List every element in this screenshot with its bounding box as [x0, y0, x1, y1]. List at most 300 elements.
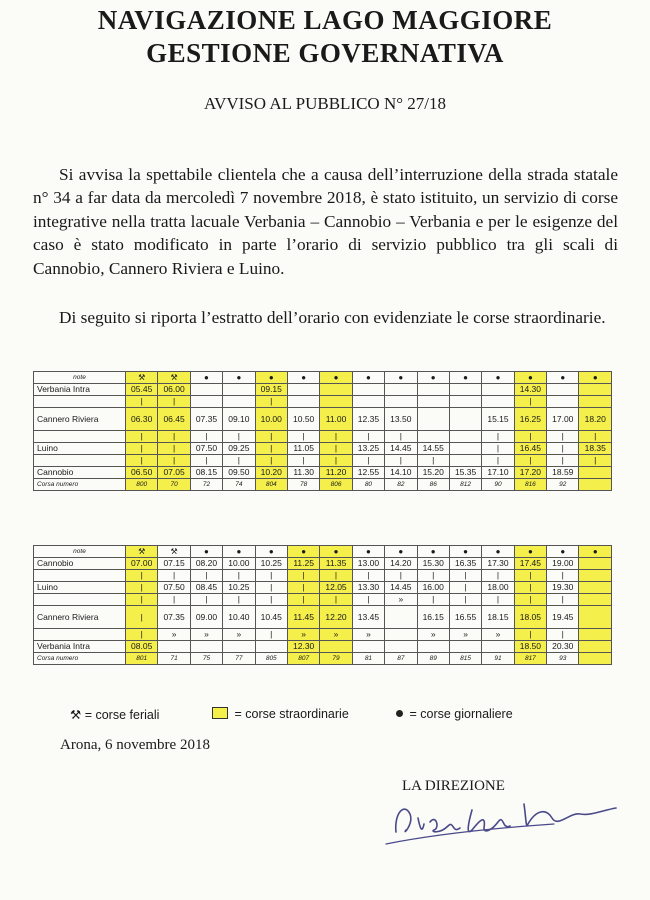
- timetable2-cell: |: [255, 582, 287, 594]
- timetable1-cell: ●: [255, 372, 287, 384]
- timetable2-cell: |: [320, 570, 352, 582]
- timetable1-cell: ●: [449, 372, 481, 384]
- timetable2-cell: [385, 641, 417, 653]
- timetable2-cell: 79: [320, 653, 352, 665]
- timetable1-cell: [223, 396, 255, 408]
- timetable2-cell: 07.35: [158, 606, 190, 629]
- timetable2-row-label: Luino: [34, 582, 126, 594]
- timetable1-cell: [417, 396, 449, 408]
- timetable1-row-label: [34, 455, 126, 467]
- timetable1-cell: 82: [385, 479, 417, 491]
- timetable2-cell: 19.45: [547, 606, 579, 629]
- signatory: LA DIREZIONE: [402, 778, 505, 794]
- timetable1-cell: 70: [158, 479, 190, 491]
- timetable2-cell: 16.00: [417, 582, 449, 594]
- timetable1-cell: ●: [320, 372, 352, 384]
- timetable2-row: [34, 641, 612, 653]
- yellow-swatch-icon: [212, 707, 228, 719]
- timetable1-row: [34, 479, 612, 491]
- timetable2-cell: [385, 606, 417, 629]
- timetable1-row: [34, 431, 612, 443]
- timetable1-cell: 09.10: [223, 408, 255, 431]
- timetable1-cell: |: [255, 396, 287, 408]
- timetable1-cell: 10.20: [255, 467, 287, 479]
- timetable1-row-label: Luino: [34, 443, 126, 455]
- timetable1-cell: |: [352, 455, 384, 467]
- timetable1-cell: 08.15: [190, 467, 222, 479]
- timetable2-cell: |: [223, 594, 255, 606]
- timetable2-cell: 08.05: [126, 641, 158, 653]
- timetable2-cell: 08.45: [190, 582, 222, 594]
- timetable-cannobio-verbania: [33, 545, 612, 665]
- timetable1-cell: 80: [352, 479, 384, 491]
- timetable2-cell: |: [126, 570, 158, 582]
- timetable1-cell: 11.00: [320, 408, 352, 431]
- timetable1-cell: 74: [223, 479, 255, 491]
- title-line-1: NAVIGAZIONE LAGO MAGGIORE: [97, 5, 553, 35]
- timetable1-row-label: Verbania Intra: [34, 384, 126, 396]
- timetable2-cell: 13.30: [352, 582, 384, 594]
- timetable2-cell: |: [190, 594, 222, 606]
- timetable1-cell: [385, 396, 417, 408]
- timetable2-cell: |: [547, 570, 579, 582]
- timetable2-cell: 12.20: [320, 606, 352, 629]
- timetable1-cell: |: [126, 455, 158, 467]
- timetable2-cell: ●: [255, 546, 287, 558]
- timetable1-cell: |: [352, 431, 384, 443]
- timetable1-cell: [287, 396, 319, 408]
- timetable2-cell: »: [417, 629, 449, 641]
- timetable2-cell: [579, 606, 612, 629]
- timetable1-cell: 14.45: [385, 443, 417, 455]
- timetable1-cell: 72: [190, 479, 222, 491]
- timetable2-cell: 11.45: [287, 606, 319, 629]
- timetable1-cell: [287, 384, 319, 396]
- timetable2-cell: |: [320, 594, 352, 606]
- timetable1-cell: |: [190, 431, 222, 443]
- timetable2-cell: ●: [417, 546, 449, 558]
- legend-feriali-label: = corse feriali: [84, 708, 160, 722]
- timetable1-cell: 15.20: [417, 467, 449, 479]
- timetable2-cell: 14.45: [385, 582, 417, 594]
- timetable2-cell: 08.20: [190, 558, 222, 570]
- timetable1-cell: ●: [514, 372, 546, 384]
- timetable2-row-label: Corsa numero: [34, 653, 126, 665]
- timetable1-cell: 78: [287, 479, 319, 491]
- timetable2-cell: |: [190, 570, 222, 582]
- timetable2-cell: 18.05: [514, 606, 546, 629]
- timetable1-cell: |: [385, 455, 417, 467]
- timetable2-cell: 16.35: [449, 558, 481, 570]
- timetable2-cell: 11.25: [287, 558, 319, 570]
- timetable1-cell: |: [514, 396, 546, 408]
- timetable2-cell: 20.30: [547, 641, 579, 653]
- timetable1-cell: [385, 384, 417, 396]
- timetable1-row: [34, 372, 612, 384]
- timetable1-cell: |: [547, 455, 579, 467]
- timetable2-cell: |: [514, 582, 546, 594]
- timetable2-cell: |: [547, 594, 579, 606]
- timetable2-cell: |: [158, 570, 190, 582]
- timetable1-cell: 12.35: [352, 408, 384, 431]
- timetable2-cell: |: [126, 582, 158, 594]
- timetable2-cell: |: [352, 594, 384, 606]
- timetable1-cell: [547, 396, 579, 408]
- timetable1-cell: 15.35: [449, 467, 481, 479]
- timetable2-cell: 10.25: [255, 558, 287, 570]
- timetable1-cell: 812: [449, 479, 481, 491]
- timetable2-cell: |: [158, 594, 190, 606]
- timetable2-cell: 10.25: [223, 582, 255, 594]
- timetable1-cell: |: [158, 455, 190, 467]
- timetable1-cell: 15.15: [482, 408, 514, 431]
- timetable1-cell: [449, 384, 481, 396]
- legend-giornaliere: [396, 707, 513, 721]
- timetable1-row-label: Cannero Riviera: [34, 408, 126, 431]
- timetable1-cell: [223, 384, 255, 396]
- timetable2-cell: 13.45: [352, 606, 384, 629]
- timetable2-cell: 12.30: [287, 641, 319, 653]
- timetable2-cell: |: [482, 594, 514, 606]
- timetable1-cell: [449, 408, 481, 431]
- timetable1-cell: [449, 455, 481, 467]
- timetable1-cell: 16.45: [514, 443, 546, 455]
- timetable2-row-label: [34, 629, 126, 641]
- timetable2-cell: 07.00: [126, 558, 158, 570]
- timetable2-cell: 07.50: [158, 582, 190, 594]
- timetable2-cell: ●: [449, 546, 481, 558]
- timetable1-cell: |: [482, 455, 514, 467]
- timetable1-cell: 06.30: [126, 408, 158, 431]
- timetable1-cell: 13.25: [352, 443, 384, 455]
- timetable2-cell: [190, 641, 222, 653]
- timetable1-cell: |: [579, 431, 612, 443]
- timetable2-cell: |: [449, 594, 481, 606]
- timetable1-cell: 14.10: [385, 467, 417, 479]
- timetable1-cell: |: [126, 443, 158, 455]
- timetable1-cell: 09.25: [223, 443, 255, 455]
- timetable1-cell: |: [547, 443, 579, 455]
- timetable1-cell: |: [190, 455, 222, 467]
- timetable2-cell: 71: [158, 653, 190, 665]
- timetable1-cell: |: [158, 443, 190, 455]
- timetable2-row: [34, 582, 612, 594]
- timetable2-cell: [579, 558, 612, 570]
- timetable2-cell: »: [482, 629, 514, 641]
- timetable2-cell: 91: [482, 653, 514, 665]
- timetable1-cell: |: [514, 431, 546, 443]
- timetable2-cell: |: [352, 570, 384, 582]
- timetable2-row: [34, 653, 612, 665]
- timetable2-cell: 19.00: [547, 558, 579, 570]
- timetable2-cell: [385, 629, 417, 641]
- timetable1-cell: 14.30: [514, 384, 546, 396]
- timetable2-cell: »: [190, 629, 222, 641]
- timetable2-cell: |: [514, 594, 546, 606]
- timetable2-cell: »: [352, 629, 384, 641]
- timetable2-cell: [482, 641, 514, 653]
- paragraph-extract: Di seguito si riporta l’estratto dell’orario con evidenziate le corse straordinarie.: [59, 308, 606, 327]
- timetable2-row: [34, 558, 612, 570]
- timetable1-cell: 18.59: [547, 467, 579, 479]
- timetable2-cell: »: [449, 629, 481, 641]
- timetable2-cell: |: [514, 629, 546, 641]
- timetable2-cell: |: [417, 570, 449, 582]
- timetable1-cell: 06.00: [158, 384, 190, 396]
- timetable1-cell: |: [417, 455, 449, 467]
- timetable1-cell: |: [223, 455, 255, 467]
- legend-straordinarie: [212, 707, 349, 721]
- timetable1-cell: |: [158, 396, 190, 408]
- timetable2-cell: [579, 629, 612, 641]
- legend-feriali: [70, 707, 159, 722]
- bullet-icon: [396, 710, 403, 717]
- paragraph-intro: Si avvisa la spettabile clientela che a causa dell’interruzione della strada statale n° 34 a far data da mercoledì 7 novembre 2018, è stato istituito, un servizio di corse integrative nella tratta lacuale Verbania – Cannobio – Verbania e per le esigenze del caso è stato modificato in parte l’orario di servizio pubblico tra gli scali di Cannobio, Cannero Riviera e Luino.: [33, 165, 618, 278]
- timetable1-cell: 92: [547, 479, 579, 491]
- timetable2-cell: 10.00: [223, 558, 255, 570]
- timetable1-cell: ●: [223, 372, 255, 384]
- timetable2-cell: 805: [255, 653, 287, 665]
- timetable2-row-label: Cannobio: [34, 558, 126, 570]
- timetable2-row: [34, 594, 612, 606]
- timetable1-cell: [579, 467, 612, 479]
- timetable1-cell: 10.00: [255, 408, 287, 431]
- timetable2-cell: 16.15: [417, 606, 449, 629]
- timetable1-cell: [190, 396, 222, 408]
- timetable1-cell: |: [223, 431, 255, 443]
- timetable1-cell: |: [320, 431, 352, 443]
- timetable1-row-label: [34, 396, 126, 408]
- timetable2-row: [34, 570, 612, 582]
- timetable2-cell: 15.30: [417, 558, 449, 570]
- timetable1-row: [34, 384, 612, 396]
- timetable2-row-label: note: [34, 546, 126, 558]
- timetable2-cell: |: [255, 594, 287, 606]
- timetable2-cell: 18.00: [482, 582, 514, 594]
- timetable2-cell: [579, 653, 612, 665]
- timetable1-cell: 17.20: [514, 467, 546, 479]
- timetable1-cell: ●: [417, 372, 449, 384]
- timetable2-cell: 19.30: [547, 582, 579, 594]
- timetable2-cell: |: [126, 629, 158, 641]
- timetable1-cell: [449, 443, 481, 455]
- timetable1-cell: [190, 384, 222, 396]
- hammers-icon: ⚒: [70, 708, 82, 722]
- timetable1-cell: ⚒: [126, 372, 158, 384]
- timetable1-cell: 800: [126, 479, 158, 491]
- timetable2-cell: |: [126, 606, 158, 629]
- timetable2-cell: ⚒: [158, 546, 190, 558]
- notice-number: AVVISO AL PUBBLICO N° 27/18: [204, 94, 446, 113]
- timetable2-cell: |: [514, 570, 546, 582]
- timetable2-row-label: Verbania Intra: [34, 641, 126, 653]
- legend-giornaliere-label: = corse giornaliere: [409, 707, 513, 721]
- timetable1-cell: [352, 384, 384, 396]
- timetable2-cell: |: [385, 570, 417, 582]
- timetable1-cell: ●: [190, 372, 222, 384]
- timetable2-cell: 93: [547, 653, 579, 665]
- timetable1-cell: 18.20: [579, 408, 612, 431]
- timetable2-cell: [320, 641, 352, 653]
- timetable2-cell: »: [385, 594, 417, 606]
- timetable2-cell: [255, 641, 287, 653]
- timetable1-cell: |: [158, 431, 190, 443]
- timetable1-cell: 17.00: [547, 408, 579, 431]
- timetable1-cell: 11.30: [287, 467, 319, 479]
- timetable1-cell: 11.20: [320, 467, 352, 479]
- timetable1-cell: [547, 384, 579, 396]
- timetable2-cell: 17.45: [514, 558, 546, 570]
- timetable1-cell: [449, 396, 481, 408]
- timetable1-cell: 17.10: [482, 467, 514, 479]
- place-date: Arona, 6 novembre 2018: [60, 737, 210, 753]
- timetable1-cell: 11.05: [287, 443, 319, 455]
- timetable2-cell: 18.15: [482, 606, 514, 629]
- timetable1-cell: ●: [385, 372, 417, 384]
- timetable1-cell: 804: [255, 479, 287, 491]
- timetable1-row-label: Cannobio: [34, 467, 126, 479]
- timetable2-row: [34, 629, 612, 641]
- timetable2-cell: ●: [514, 546, 546, 558]
- timetable2-cell: 07.15: [158, 558, 190, 570]
- timetable1-cell: [482, 396, 514, 408]
- timetable2-cell: [449, 641, 481, 653]
- timetable2-cell: 09.00: [190, 606, 222, 629]
- timetable2-cell: 10.40: [223, 606, 255, 629]
- timetable2-cell: 817: [514, 653, 546, 665]
- timetable2-cell: 77: [223, 653, 255, 665]
- timetable2-row-label: [34, 594, 126, 606]
- timetable1-cell: 06.50: [126, 467, 158, 479]
- timetable1-cell: |: [255, 443, 287, 455]
- timetable1-cell: |: [287, 455, 319, 467]
- timetable2-cell: |: [287, 594, 319, 606]
- timetable1-cell: 05.45: [126, 384, 158, 396]
- timetable2-cell: ●: [579, 546, 612, 558]
- title-line-2: GESTIONE GOVERNATIVA: [146, 38, 504, 68]
- timetable2-cell: |: [287, 570, 319, 582]
- timetable1-row: [34, 396, 612, 408]
- timetable1-cell: ●: [482, 372, 514, 384]
- timetable1-row: [34, 443, 612, 455]
- timetable1-cell: 09.15: [255, 384, 287, 396]
- timetable1-cell: 816: [514, 479, 546, 491]
- timetable2-cell: [223, 641, 255, 653]
- timetable1-cell: |: [255, 455, 287, 467]
- timetable2-cell: »: [287, 629, 319, 641]
- timetable1-cell: 806: [320, 479, 352, 491]
- legend-straordinarie-label: = corse straordinarie: [234, 707, 349, 721]
- timetable2-cell: 89: [417, 653, 449, 665]
- timetable1-cell: 16.25: [514, 408, 546, 431]
- timetable2-cell: 75: [190, 653, 222, 665]
- timetable2-cell: ⚒: [126, 546, 158, 558]
- timetable1-cell: 07.05: [158, 467, 190, 479]
- timetable2-cell: 87: [385, 653, 417, 665]
- timetable1-cell: 90: [482, 479, 514, 491]
- timetable2-cell: 81: [352, 653, 384, 665]
- timetable2-cell: |: [547, 629, 579, 641]
- timetable1-cell: [579, 396, 612, 408]
- timetable2-cell: |: [287, 582, 319, 594]
- timetable2-cell: ●: [320, 546, 352, 558]
- timetable2-row-label: Cannero Riviera: [34, 606, 126, 629]
- timetable1-cell: ●: [352, 372, 384, 384]
- timetable2-cell: ●: [190, 546, 222, 558]
- timetable1-row: [34, 455, 612, 467]
- timetable1-cell: |: [385, 431, 417, 443]
- timetable2-cell: ●: [287, 546, 319, 558]
- timetable1-cell: 14.55: [417, 443, 449, 455]
- timetable2-cell: 14.20: [385, 558, 417, 570]
- timetable2-cell: ●: [547, 546, 579, 558]
- timetable1-cell: 10.50: [287, 408, 319, 431]
- timetable1-cell: 12.55: [352, 467, 384, 479]
- timetable1-cell: |: [287, 431, 319, 443]
- timetable1-cell: |: [579, 455, 612, 467]
- timetable1-cell: [579, 479, 612, 491]
- timetable2-cell: 12.05: [320, 582, 352, 594]
- timetable2-row: [34, 606, 612, 629]
- timetable2-cell: 13.00: [352, 558, 384, 570]
- timetable1-cell: [482, 384, 514, 396]
- timetable1-cell: 09.50: [223, 467, 255, 479]
- timetable1-cell: |: [514, 455, 546, 467]
- timetable2-cell: |: [255, 570, 287, 582]
- timetable1-cell: ●: [287, 372, 319, 384]
- timetable1-cell: |: [547, 431, 579, 443]
- timetable2-cell: ●: [223, 546, 255, 558]
- timetable1-cell: ●: [579, 372, 612, 384]
- timetable2-cell: ●: [385, 546, 417, 558]
- timetable2-cell: |: [449, 570, 481, 582]
- timetable2-cell: 18.50: [514, 641, 546, 653]
- timetable1-cell: |: [320, 455, 352, 467]
- timetable2-cell: 10.45: [255, 606, 287, 629]
- timetable2-row: [34, 546, 612, 558]
- timetable1-cell: [320, 396, 352, 408]
- timetable2-cell: |: [223, 570, 255, 582]
- timetable-verbania-cannobio: [33, 371, 612, 491]
- timetable1-cell: |: [482, 431, 514, 443]
- timetable1-cell: ●: [547, 372, 579, 384]
- timetable2-cell: [579, 641, 612, 653]
- timetable1-cell: |: [320, 443, 352, 455]
- timetable2-cell: 17.30: [482, 558, 514, 570]
- timetable2-cell: 815: [449, 653, 481, 665]
- timetable2-cell: 16.55: [449, 606, 481, 629]
- timetable2-cell: [352, 641, 384, 653]
- timetable1-cell: [417, 384, 449, 396]
- timetable2-cell: [579, 570, 612, 582]
- timetable1-cell: [352, 396, 384, 408]
- timetable2-row-label: [34, 570, 126, 582]
- timetable1-cell: 86: [417, 479, 449, 491]
- timetable1-cell: |: [126, 431, 158, 443]
- timetable2-cell: [158, 641, 190, 653]
- timetable1-cell: [417, 431, 449, 443]
- timetable2-cell: 801: [126, 653, 158, 665]
- timetable2-cell: [579, 582, 612, 594]
- timetable1-row: [34, 467, 612, 479]
- timetable1-cell: 18.35: [579, 443, 612, 455]
- timetable1-row-label: [34, 431, 126, 443]
- timetable2-cell: |: [482, 570, 514, 582]
- timetable1-cell: 07.50: [190, 443, 222, 455]
- timetable2-cell: |: [126, 594, 158, 606]
- timetable2-cell: »: [320, 629, 352, 641]
- timetable1-row: [34, 408, 612, 431]
